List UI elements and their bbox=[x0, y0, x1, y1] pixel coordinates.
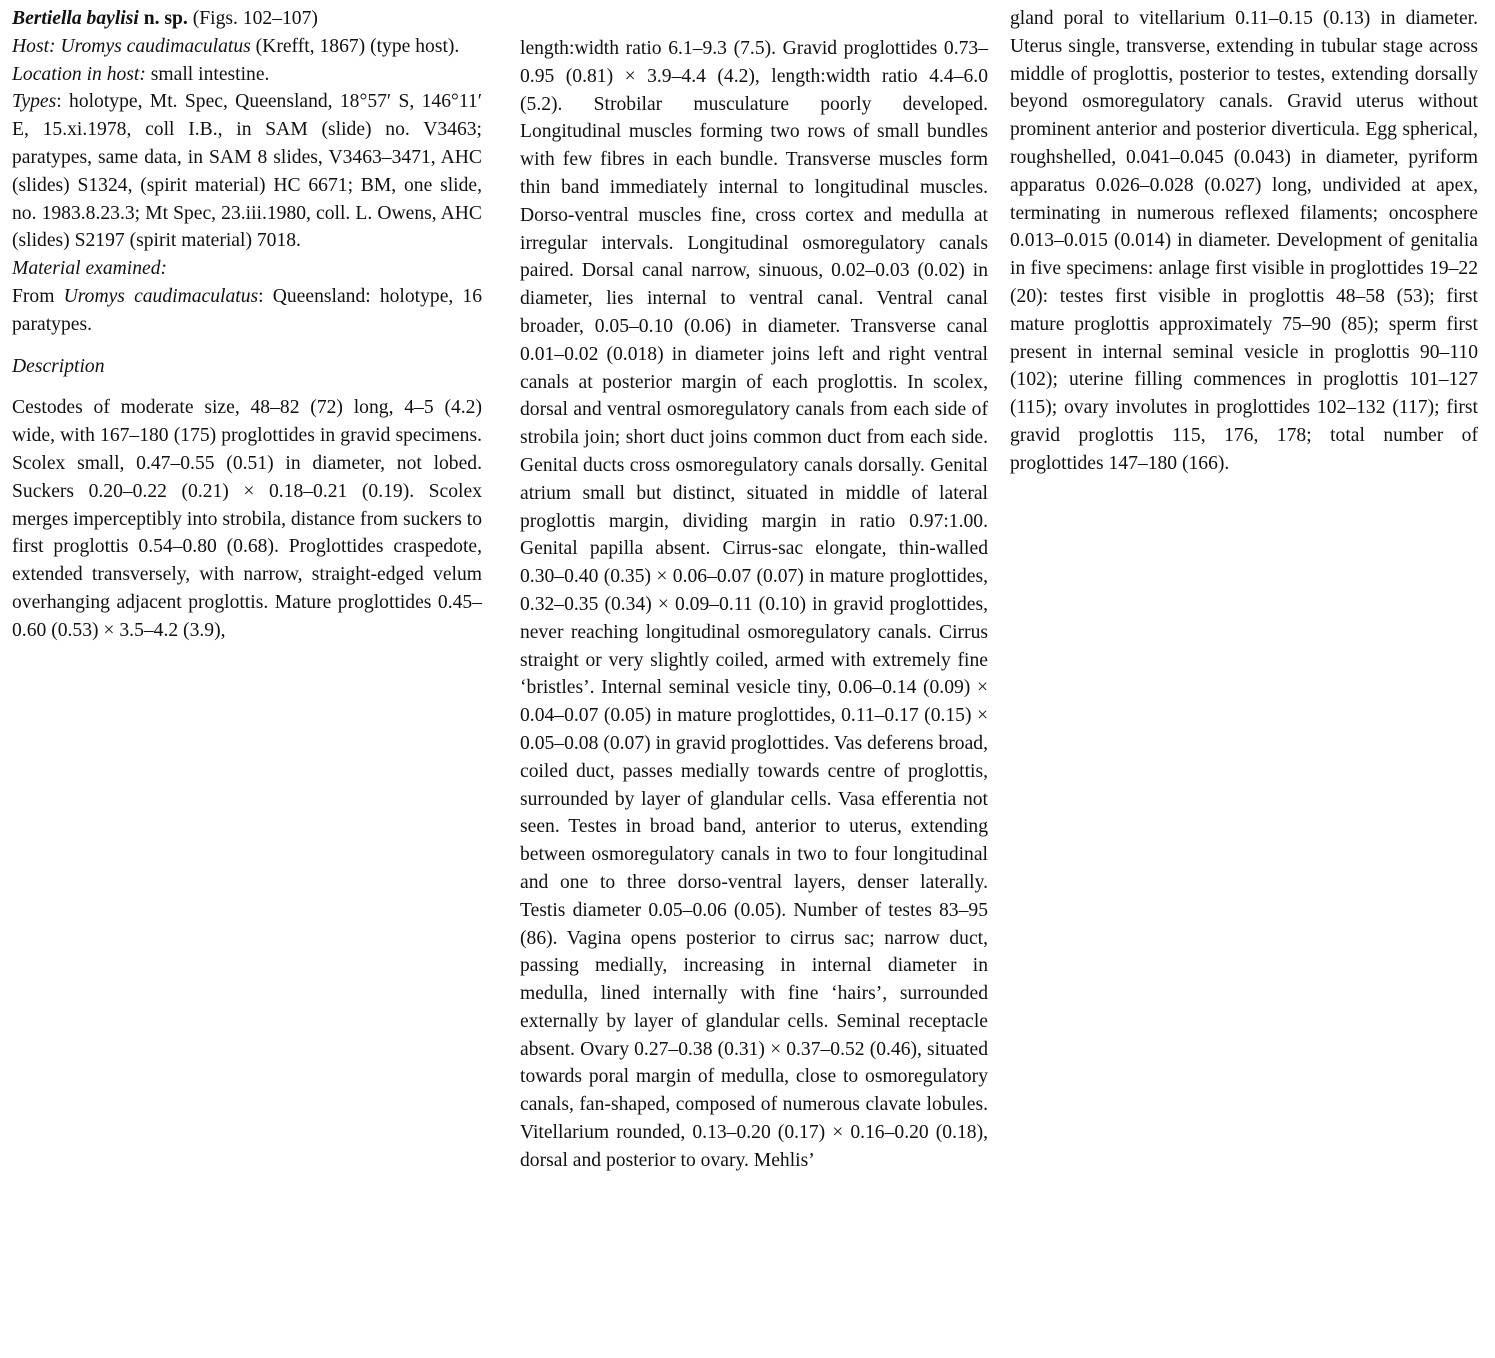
species-heading bbox=[12, 5, 482, 33]
material-text: : Queensland: holotype, 16 paratypes. bbox=[12, 285, 483, 335]
new-species-marker: n. sp. bbox=[138, 8, 188, 29]
figure-reference: (Figs. 102–107) bbox=[187, 8, 318, 29]
location-line bbox=[12, 61, 482, 89]
column-left bbox=[12, 5, 482, 645]
material-species: Uromys caudimaculatus bbox=[63, 285, 259, 307]
material-from: From bbox=[12, 285, 64, 307]
location-label: Location in host: bbox=[12, 63, 146, 85]
host-label: Host: bbox=[12, 35, 56, 57]
types-text: : holotype, Mt. Spec, Queensland, 18°57′ S, 146°11′ E, 15.xi.1978, coll I.B., in SAM (slide) no. V3463; paratypes, same data, in SAM 8 slides, V3463–3471, AHC (slides) S1324, (spirit material) HC 6671; BM, one slide, no. 1983.8.23.3; Mt Spec, 23.iii.1980, coll. L. Owens, AHC (slides) S2197 (spirit material) 7018. bbox=[12, 91, 482, 252]
material-paragraph bbox=[12, 283, 482, 339]
description-heading: Description bbox=[12, 355, 105, 377]
description-body-part2: length:width ratio 6.1–9.3 (7.5). Gravid proglottides 0.73–0.95 (0.81) × 3.9–4.4 (4.2), length:width ratio 4.4–6.0 (5.2). Strobilar musculature poorly developed. Longitudinal muscles forming two rows of small bundles with few fibres in each bundle. Transverse muscles form thin band immediately internal to longitudinal muscles. Dorso-ventral muscles fine, cross cortex and medulla at irregular intervals. Longitudinal osmoregulatory canals paired. Dorsal canal narrow, sinuous, 0.02–0.03 (0.02) in diameter, lies internal to ventral canal. Ventral canal broader, 0.05–0.10 (0.06) in diameter. Transverse canal 0.01–0.02 (0.018) in diameter joins left and right ventral canals at posterior margin of each proglottis. In scolex, dorsal and ventral osmoregulatory canals from each side of strobila join; short duct joins common duct from each side. Genital ducts cross osmoregulatory canals dorsally. Genital atrium small but distinct, situated in middle of lateral proglottis margin, dividing margin in ratio 0.97:1.00. Genital papilla absent. Cirrus-sac elongate, thin-walled 0.30–0.40 (0.35) × 0.06–0.07 (0.07) in mature proglottides, 0.32–0.35 (0.34) × 0.09–0.11 (0.10) in gravid proglottides, never reaching longitudinal osmoregulatory canals. Cirrus straight or very slightly coiled, armed with extremely fine ‘bristles’. Internal seminal vesicle tiny, 0.06–0.14 (0.09) × 0.04–0.07 (0.05) in mature proglottides, 0.11–0.17 (0.15) × 0.05–0.08 (0.07) in gravid proglottides. Vas deferens broad, coiled duct, passes medially towards centre of proglottis, surrounded by layer of glandular cells. Vasa efferentia not seen. Testes in broad band, anterior to uterus, extending between osmoregulatory canals in two to four longitudinal and one to three dorso-ventral layers, denser laterally. Testis diameter 0.05–0.06 (0.05). Number of testes 83–95 (86). Vagina opens posterior to cirrus sac; narrow duct, passing medially, increasing in internal diameter in medulla, lined internally with fine ‘hairs’, surrounded externally by layer of glandular cells. Seminal receptacle absent. Ovary 0.27–0.38 (0.31) × 0.37–0.52 (0.46), situated towards poral margin of medulla, close to osmoregulatory canals, fan-shaped, composed of numerous clavate lobules. Vitellarium rounded, 0.13–0.20 (0.17) × 0.16–0.20 (0.18), dorsal and posterior to ovary. Mehlis’ bbox=[520, 38, 988, 1171]
host-line bbox=[12, 33, 482, 61]
location-text: small intestine. bbox=[145, 63, 270, 85]
types-label: Types bbox=[12, 91, 57, 113]
host-species: Uromys caudimaculatus bbox=[60, 35, 251, 57]
host-authority: (Krefft, 1867) (type host). bbox=[250, 35, 460, 57]
material-label: Material examined: bbox=[12, 258, 168, 280]
description-body-part3: gland poral to vitellarium 0.11–0.15 (0.13) in diameter. Uterus single, transverse, extending in tubular stage across middle of proglottis, posterior to testes, extending dorsally beyond osmoregulatory canals. Gravid uterus without prominent anterior and posterior diverticula. Egg spherical, roughshelled, 0.041–0.045 (0.043) in diameter, pyriform apparatus 0.026–0.028 (0.027) long, undivided at apex, terminating in numerous reflexed filaments; oncosphere 0.013–0.015 (0.014) in diameter. Development of genitalia in five specimens: anlage first visible in proglottides 19–22 (20): testes first visible in proglottis 48–58 (53); first mature proglottis approximately 75–90 (85); sperm first present in internal seminal vesicle in proglottis 90–110 (102); uterine filling commences in proglottis 101–127 (115); ovary involutes in proglottides 102–132 (117); first gravid proglottis 115, 176, 178; total number of proglottides 147–180 (166). bbox=[1010, 8, 1478, 474]
species-name: Bertiella baylisi bbox=[12, 8, 139, 29]
description-body-part1: Cestodes of moderate size, 48–82 (72) long, 4–5 (4.2) wide, with 167–180 (175) proglottides in gravid specimens. Scolex small, 0.47–0.55 (0.51) in diameter, not lobed. Suckers 0.20–0.22 (0.21) × 0.18–0.21 (0.19). Scolex merges imperceptibly into strobila, distance from suckers to first proglottis 0.54–0.80 (0.68). Proglottides craspedote, extended transversely, with narrow, straight-edged velum overhanging adjacent proglottis. Mature proglottides 0.45–0.60 (0.53) × 3.5–4.2 (3.9), bbox=[12, 397, 482, 641]
column-right bbox=[1010, 5, 1478, 478]
types-paragraph bbox=[12, 88, 482, 255]
column-middle bbox=[520, 35, 988, 1175]
